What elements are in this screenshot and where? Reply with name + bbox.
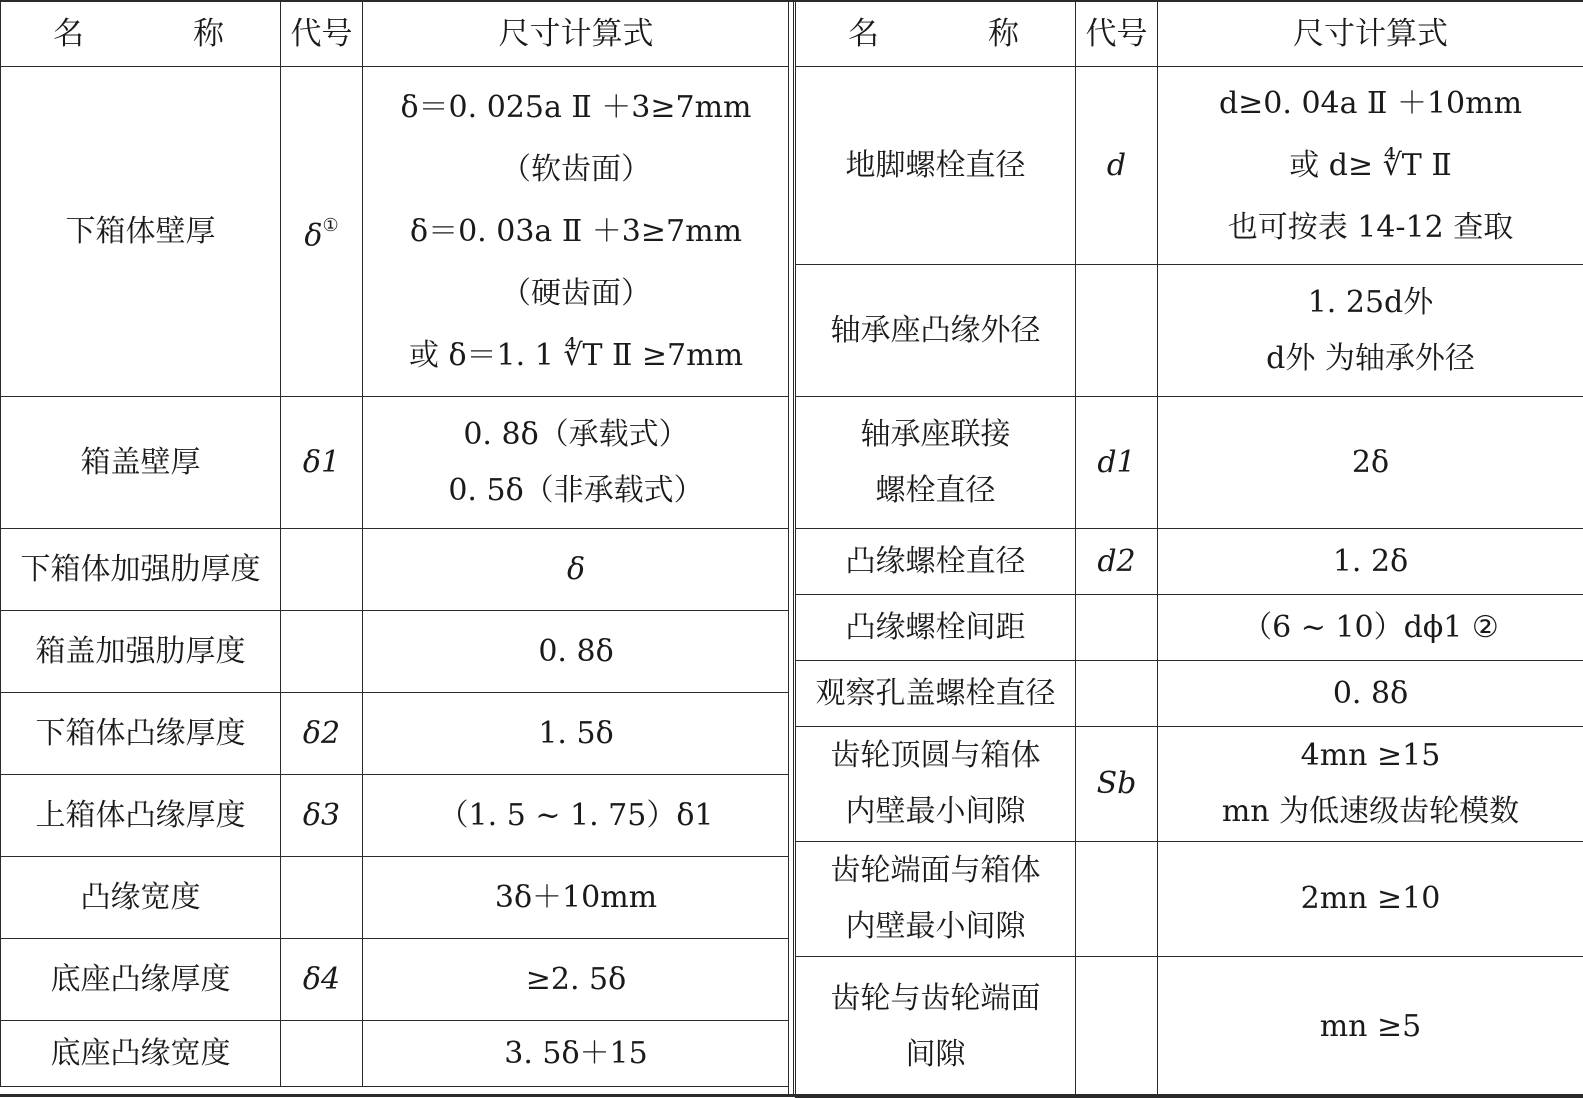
row-formula: 2δ: [1158, 397, 1583, 529]
row-name: 底座凸缘厚度: [1, 939, 281, 1021]
table-row: [1, 775, 790, 857]
name-line: 内壁最小间隙: [800, 899, 1071, 955]
row-code: [1076, 595, 1158, 661]
row-code: [281, 611, 363, 693]
table-row: [1, 397, 790, 529]
formula-line: 0. 8δ（承载式）: [367, 407, 785, 463]
table-header-row: [1, 1, 790, 67]
row-formula: 2mn ≥10: [1158, 842, 1583, 957]
header-code: 代号: [281, 1, 363, 67]
formula-line: δ＝0. 03a Ⅱ ＋3≥7mm: [367, 201, 785, 263]
table-row: [796, 595, 1583, 661]
row-code: d1: [1076, 397, 1158, 529]
row-name: [796, 727, 1076, 842]
row-name: [796, 842, 1076, 957]
row-name: [796, 957, 1076, 1098]
header-code: 代号: [1076, 1, 1158, 67]
formula-line: mn 为低速级齿轮模数: [1162, 784, 1579, 840]
table-row: [1, 611, 790, 693]
formula-line: 0. 5δ（非承载式）: [367, 463, 785, 519]
row-code: [1076, 265, 1158, 397]
formula-line: （硬齿面）: [367, 263, 785, 325]
formula-line: 4mn ≥15: [1162, 728, 1579, 784]
table-row: [796, 265, 1583, 397]
row-formula: 3. 5δ＋15: [363, 1021, 790, 1087]
row-code: [1076, 661, 1158, 727]
formula-line: d外 为轴承外径: [1162, 331, 1579, 387]
row-code: [1076, 842, 1158, 957]
table-row: [796, 529, 1583, 595]
row-formula: [363, 67, 790, 397]
row-name: 轴承座凸缘外径: [796, 265, 1076, 397]
header-name: 名 称: [1, 1, 281, 67]
row-formula: [1158, 67, 1583, 265]
row-name: 下箱体加强肋厚度: [1, 529, 281, 611]
table-row: [796, 67, 1583, 265]
row-code: [281, 857, 363, 939]
table-row: [1, 939, 790, 1021]
formula-line: （软齿面）: [367, 139, 785, 201]
row-name: 凸缘螺栓间距: [796, 595, 1076, 661]
row-formula: 1. 2δ: [1158, 529, 1583, 595]
table-row: [1, 529, 790, 611]
row-code: δ1: [281, 397, 363, 529]
name-line: 齿轮顶圆与箱体: [800, 728, 1071, 784]
name-line: 齿轮端面与箱体: [800, 843, 1071, 899]
formula-line: 或 d≥ ∜T Ⅱ: [1162, 135, 1579, 197]
row-code: δ2: [281, 693, 363, 775]
table-row: [1, 857, 790, 939]
row-formula: 0. 8δ: [363, 611, 790, 693]
row-name: 凸缘螺栓直径: [796, 529, 1076, 595]
row-name: 下箱体凸缘厚度: [1, 693, 281, 775]
row-code: [281, 1021, 363, 1087]
right-table: [795, 0, 1583, 1098]
table-row: [1, 67, 790, 397]
table-row: [796, 957, 1583, 1098]
table-row: [1, 1021, 790, 1087]
row-formula: mn ≥5: [1158, 957, 1583, 1098]
table-row: [796, 727, 1583, 842]
row-code: δ①: [281, 67, 363, 397]
formula-line: 或 δ＝1. 1 ∜T Ⅱ ≥7mm: [367, 325, 785, 387]
formula-line: δ＝0. 025a Ⅱ ＋3≥7mm: [367, 77, 785, 139]
name-line: 间隙: [800, 1027, 1071, 1083]
row-code: Sb: [1076, 727, 1158, 842]
table-row: [796, 661, 1583, 727]
top-rule: [0, 0, 1583, 2]
table-row: [1, 693, 790, 775]
row-name: [796, 397, 1076, 529]
table-header-row: [796, 1, 1583, 67]
row-formula: （1. 5 ~ 1. 75）δ1: [363, 775, 790, 857]
left-table: [0, 0, 790, 1087]
name-line: 齿轮与齿轮端面: [800, 971, 1071, 1027]
row-formula: （6 ~ 10）dϕ1 ②: [1158, 595, 1583, 661]
formula-line: 1. 25d外: [1162, 275, 1579, 331]
row-formula: δ: [363, 529, 790, 611]
row-code: δ3: [281, 775, 363, 857]
row-formula: 1. 5δ: [363, 693, 790, 775]
table-row: [796, 842, 1583, 957]
row-code: [281, 529, 363, 611]
row-name: 下箱体壁厚: [1, 67, 281, 397]
row-code: [1076, 957, 1158, 1098]
row-formula: 3δ＋10mm: [363, 857, 790, 939]
row-formula: [1158, 265, 1583, 397]
row-name: 观察孔盖螺栓直径: [796, 661, 1076, 727]
header-formula: 尺寸计算式: [1158, 1, 1583, 67]
name-line: 轴承座联接: [800, 407, 1071, 463]
row-name: 地脚螺栓直径: [796, 67, 1076, 265]
name-line: 内壁最小间隙: [800, 784, 1071, 840]
row-name: 凸缘宽度: [1, 857, 281, 939]
table-row: [796, 397, 1583, 529]
row-code: δ4: [281, 939, 363, 1021]
header-name: 名 称: [796, 1, 1076, 67]
name-line: 螺栓直径: [800, 463, 1071, 519]
header-formula: 尺寸计算式: [363, 1, 790, 67]
row-name: 底座凸缘宽度: [1, 1021, 281, 1087]
row-formula: 0. 8δ: [1158, 661, 1583, 727]
table-divider: [788, 0, 794, 1097]
formula-line: 也可按表 14-12 查取: [1162, 197, 1579, 259]
row-code: d2: [1076, 529, 1158, 595]
row-formula: [1158, 727, 1583, 842]
row-name: 上箱体凸缘厚度: [1, 775, 281, 857]
row-formula: [363, 397, 790, 529]
row-name: 箱盖壁厚: [1, 397, 281, 529]
row-formula: ≥2. 5δ: [363, 939, 790, 1021]
formula-line: d≥0. 04a Ⅱ ＋10mm: [1162, 73, 1579, 135]
row-name: 箱盖加强肋厚度: [1, 611, 281, 693]
row-code: d: [1076, 67, 1158, 265]
